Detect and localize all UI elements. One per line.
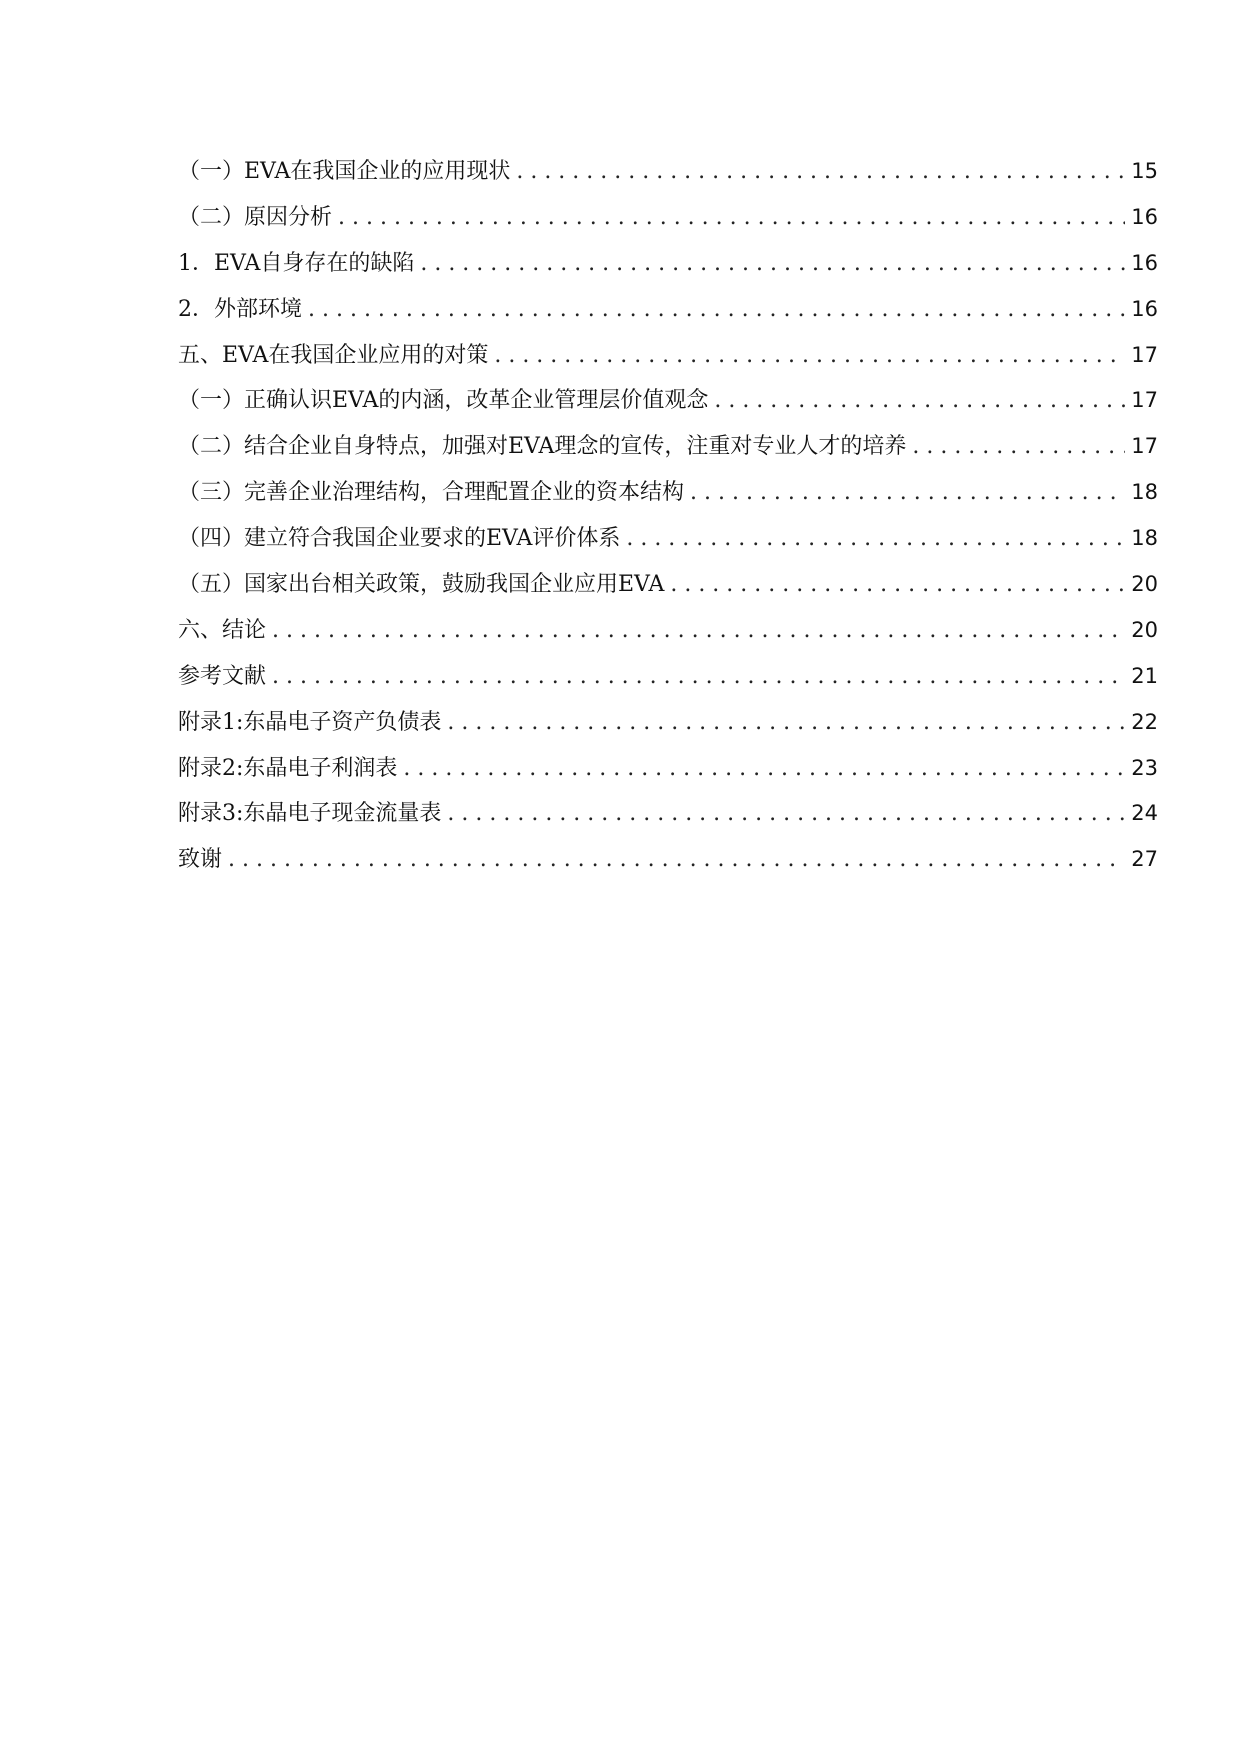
- toc-entry-title: （二）原因分析: [178, 204, 333, 230]
- toc-entry-page: 27: [1131, 847, 1158, 872]
- toc-entry-title: 附录1:东晶电子资产负债表: [178, 709, 442, 735]
- toc-dot-leader: [308, 295, 1125, 325]
- toc-dot-leader: [228, 845, 1125, 875]
- table-of-contents: [178, 156, 1158, 890]
- toc-entry[interactable]: [178, 431, 1158, 477]
- toc-entry-title: （二）结合企业自身特点，加强对EVA理念的宣传，注重对专业人才的培养: [178, 434, 907, 460]
- toc-entry[interactable]: [178, 661, 1158, 707]
- toc-entry-title: 六、结论: [178, 617, 267, 643]
- toc-entry-page: 16: [1131, 250, 1158, 275]
- toc-entry[interactable]: [178, 477, 1158, 523]
- toc-entry-title: 致谢: [178, 847, 223, 873]
- toc-entry[interactable]: [178, 707, 1158, 753]
- toc-entry[interactable]: [178, 798, 1158, 844]
- toc-entry-title: 参考文献: [178, 663, 267, 689]
- toc-dot-leader: [494, 341, 1125, 371]
- toc-entry-title: 五、EVA在我国企业应用的对策: [178, 342, 489, 368]
- toc-entry-page: 16: [1131, 204, 1158, 229]
- toc-dot-leader: [690, 478, 1125, 508]
- toc-entry[interactable]: [178, 844, 1158, 890]
- toc-entry[interactable]: [178, 569, 1158, 615]
- toc-entry-page: 17: [1131, 342, 1158, 367]
- toc-entry[interactable]: [178, 340, 1158, 386]
- toc-entry-page: 21: [1131, 663, 1158, 688]
- toc-dot-leader: [626, 524, 1125, 554]
- toc-entry[interactable]: [178, 202, 1158, 248]
- toc-entry-page: 18: [1131, 480, 1158, 505]
- toc-entry[interactable]: [178, 385, 1158, 431]
- toc-dot-leader: [272, 662, 1125, 692]
- toc-entry-page: 22: [1131, 709, 1158, 734]
- toc-entry-title: （四）建立符合我国企业要求的EVA评价体系: [178, 526, 621, 552]
- toc-dot-leader: [338, 203, 1125, 233]
- toc-entry-page: 20: [1131, 572, 1158, 597]
- toc-dot-leader: [272, 616, 1125, 646]
- toc-entry[interactable]: [178, 523, 1158, 569]
- toc-entry-page: 16: [1131, 296, 1158, 321]
- toc-entry-title: 2．外部环境: [178, 296, 302, 322]
- toc-entry-title: （一）EVA在我国企业的应用现状: [178, 159, 511, 184]
- toc-entry-page: 17: [1131, 434, 1158, 459]
- toc-entry-title: （五）国家出台相关政策，鼓励我国企业应用EVA: [178, 572, 665, 598]
- toc-dot-leader: [447, 708, 1125, 738]
- toc-entry[interactable]: [178, 753, 1158, 799]
- toc-dot-leader: [516, 157, 1125, 187]
- toc-entry-title: 附录3:东晶电子现金流量表: [178, 801, 442, 827]
- toc-dot-leader: [420, 249, 1125, 279]
- toc-dot-leader: [670, 570, 1125, 600]
- toc-entry-page: 20: [1131, 617, 1158, 642]
- toc-entry[interactable]: [178, 615, 1158, 661]
- toc-entry-page: 18: [1131, 526, 1158, 551]
- toc-dot-leader: [912, 432, 1125, 462]
- toc-entry[interactable]: [178, 156, 1158, 202]
- toc-entry-title: （三）完善企业治理结构，合理配置企业的资本结构: [178, 480, 685, 506]
- toc-entry-title: 附录2:东晶电子利润表: [178, 755, 398, 781]
- toc-dot-leader: [714, 386, 1125, 416]
- toc-entry-page: 17: [1131, 388, 1158, 413]
- toc-entry[interactable]: [178, 248, 1158, 294]
- toc-entry-page: 23: [1131, 755, 1158, 780]
- toc-entry[interactable]: [178, 294, 1158, 340]
- toc-dot-leader: [403, 754, 1125, 784]
- toc-entry-page: 24: [1131, 801, 1158, 826]
- toc-entry-page: 15: [1131, 159, 1158, 183]
- toc-entry-title: （一）正确认识EVA的内涵，改革企业管理层价值观念: [178, 388, 709, 414]
- toc-entry-title: 1．EVA自身存在的缺陷: [178, 250, 415, 276]
- toc-dot-leader: [447, 799, 1125, 829]
